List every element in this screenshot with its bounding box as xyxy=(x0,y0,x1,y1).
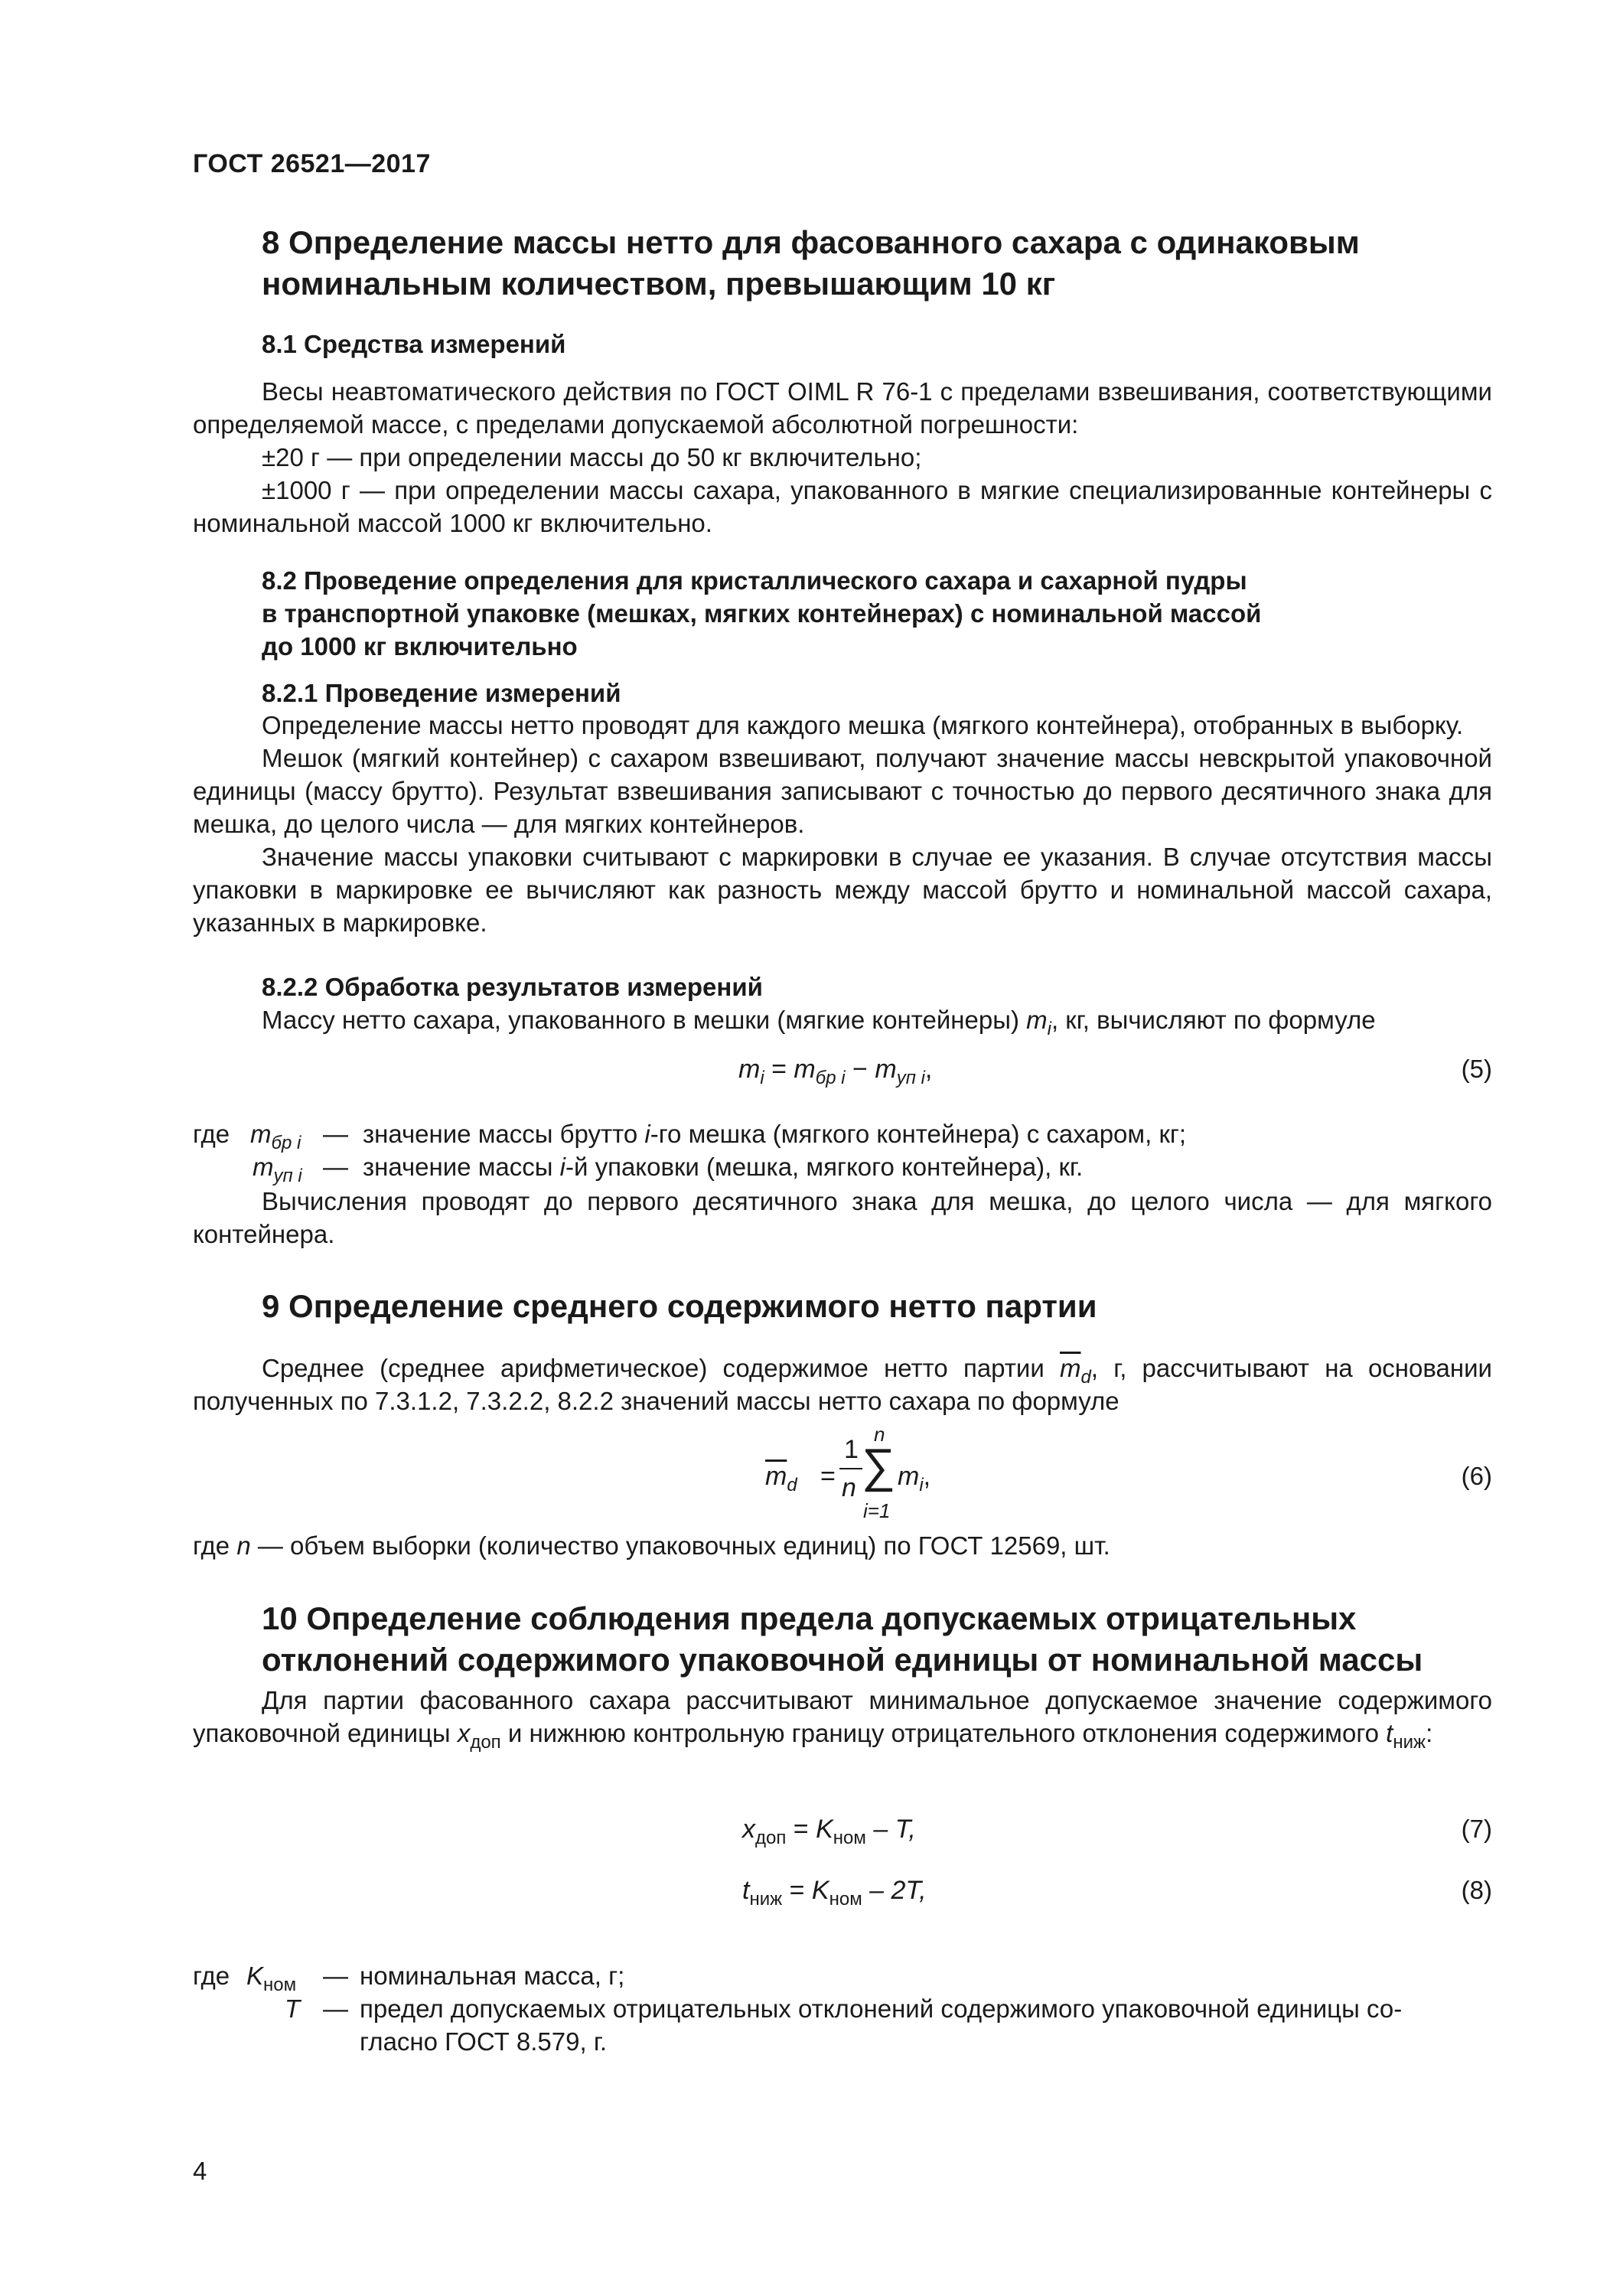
formula-8: $t_{ниж} = K_{ном} - 2T$, xyxy=(742,1876,927,1910)
formula-7: $x_{доп} = K_{ном} - T$, xyxy=(742,1815,916,1848)
section-10-title-line-2: отклонений содержимого упаковочной единицы от номинальной массы xyxy=(262,1642,1423,1678)
document-page: ГОСТ 26521—2017 8 Определение массы нетто для фасованного сахара с одинаковым номинальным количеством, превышающим 10 кг 8.1 Средства измерений Весы неавтоматического действия по ГОСТ OIML R 76-1 с пределами взвешивания, соответствующими определяемой массе, с пределами допускаемой абсолютной погрешности: ±20 г — при определении массы до 50 кг включительно; ±1000 г — при определении массы сахара, упакованного в мягкие специализированные контейнеры с номинальной массой 1000 кг включительно. 8.2 Проведение определения для кристаллического сахара и сахарной пудры в транспортной упаковке (мешках, мягких контейнерах) с номинальной массой до 1000 кг включительно 8.2.1 Проведение измерений Определение массы нетто проводят для каждого мешка (мягкого контейнера), отобранных в выборку. Мешок (мягкий контейнер) с сахаром взвешивают, получают значение массы невскрытой упаковочной единицы (массу брутто). Результат взвешивания записывают с точностью до первого десятичного знака для мешка, до целого числа — для мягких контейнеров. Значение массы упаковки считывают с маркировки в случае ее указания. В случае отсутствия массы упаковки в маркировке ее вычисляют как разность между массой брутто и номинальной массой сахара, указанных в маркировке. 8.2.2 Обработка результатов измерений Массу нетто сахара, упакованного в мешки (мягкие контейнеры) $m_i$, кг, вычисляют по формуле $m_i = m_{бр i} - m_{уп i}$, (5) где $m_{бр i}$ — значение массы брутто i-го мешка (мягкого контейнера) с сахаром, кг; $m_{уп i}$ — значение массы i-й упаковки (мешка, мягкого контейнера), кг. Вычисления проводят до первого десятичного знака для мешка, до целого числа — для мягкого контейнера. 9 Определение среднего содержимого нетто партии Среднее (среднее арифметическое) содержимое нетто партии $\overline{m}_d$, г, рассчитывают на основании полученных по 7.3.1.2, 7.3.2.2, 8.2.2 значений массы нетто сахара по формуле $\overline{m}_d$ = 1 n n ∑ i=1 $m_i$, (6) где n — объем выборки (количество упаковочных единиц) по ГОСТ 12569, шт. 10 Определение соблюдения предела допускаемых отрицательных отклонений содержимого упаковочной единицы от номинальной массы Для партии фасованного сахара рассчитывают минимальное допускаемое значение содержимого упаковочной единицы $x_{доп}$ и нижнюю контрольную границу отрицательного отклонения содержимого $t_{ниж}$: $x_{доп} = K_{ном} - T$, (7) $t_{ниж} = K_{ном} - 2T$, (8) где $K_{ном}$ — номинальная масса, г; T — предел допускаемых отрицательных отклонений содержимого упаковочной единицы со- гласно ГОСТ 8.579, г. 4 xyxy=(193,149,1492,2185)
paragraph: Для партии фасованного сахара рассчитывают минимальное допускаемое значение содержимого упаковочной единицы $x_{доп}$ и нижнюю контрольную границу отрицательного отклонения содержимого $t_{ниж}$: xyxy=(193,1686,1492,1753)
paragraph: Значение массы упаковки считывают с маркировки в случае ее указания. В случае отсутствия массы упаковки в маркировке ее вычисляют как разность между массой брутто и номинальной массой сахара, указанных в маркировке. xyxy=(193,843,1492,937)
subsection-8-1-body xyxy=(193,375,1492,540)
formula-6-number: (6) xyxy=(1461,1462,1492,1490)
subsection-8-2-1-title: 8.2.1 Проведение измерений xyxy=(262,679,621,707)
formula-5: $m_i = m_{бр i} - m_{уп i}$, xyxy=(738,1055,933,1088)
formula-6-legend: где n — объем выборки (количество упаковочных единиц) по ГОСТ 12569, шт. xyxy=(193,1531,1110,1560)
subsection-8-2-title-line-2: в транспортной упаковке (мешках, мягких контейнерах) с номинальной массой xyxy=(262,599,1262,628)
subsection-8-2-2-intro xyxy=(193,1003,1492,1039)
fraction-bar xyxy=(839,1468,862,1469)
paragraph: ±1000 г — при определении массы сахара, упакованного в мягкие специализированные контейнеры с номинальной массой 1000 кг включительно. xyxy=(193,476,1492,537)
subsection-8-2-title-line-1: 8.2 Проведение определения для кристаллического сахара и сахарной пудры xyxy=(262,566,1247,595)
subsection-8-2-2-outro xyxy=(193,1185,1492,1251)
paragraph: Вычисления проводят до первого десятичного знака для мешка, до целого числа — для мягкого контейнера. xyxy=(193,1187,1492,1248)
formula-7-number: (7) xyxy=(1461,1815,1492,1843)
formula-7-8-legend: где $K_{ном}$ — номинальная масса, г; T — предел допускаемых отрицательных отклонений содержимого упаковочной единицы со- гласно ГОСТ 8.579, г. xyxy=(193,1962,1403,2056)
formula-5-legend: где $m_{бр i}$ — значение массы брутто i-го мешка (мягкого контейнера) с сахаром, кг; $m_{уп i}$ — значение массы i-й упаковки (мешка, мягкого контейнера), кг. xyxy=(193,1120,1187,1186)
section-8-title xyxy=(262,222,1486,305)
subsection-8-1-title: 8.1 Средства измерений xyxy=(262,330,566,358)
sigma-symbol: ∑ xyxy=(862,1440,896,1492)
paragraph: Массу нетто сахара, упакованного в мешки (мягкие контейнеры) $m_i$, кг, вычисляют по формуле xyxy=(262,1006,1376,1039)
section-8-title-line-1: 8 Определение массы нетто для фасованного сахара с одинаковым xyxy=(262,224,1360,260)
paragraph: Определение массы нетто проводят для каждого мешка (мягкого контейнера), отобранных в выборку. xyxy=(262,711,1464,739)
subsection-8-2-title-line-3: до 1000 кг включительно xyxy=(262,632,578,660)
paragraph: Весы неавтоматического действия по ГОСТ OIML R 76-1 с пределами взвешивания, соответствующими определяемой массе, с пределами допускаемой абсолютной погрешности: xyxy=(193,377,1492,439)
section-10-title-line-1: 10 Определение соблюдения предела допускаемых отрицательных xyxy=(262,1600,1357,1636)
document-header: ГОСТ 26521—2017 xyxy=(193,149,431,178)
section-9-title: 9 Определение среднего содержимого нетто партии xyxy=(262,1288,1097,1324)
paragraph: Среднее (среднее арифметическое) содержимое нетто партии $\overline{m}_d$, г, рассчитывают на основании полученных по 7.3.1.2, 7.3.2.2, 8.2.2 значений массы нетто сахара по формуле xyxy=(193,1354,1492,1415)
section-9-body xyxy=(193,1352,1492,1417)
subsection-8-2-2-title: 8.2.2 Обработка результатов измерений xyxy=(262,973,763,1001)
page-number: 4 xyxy=(193,2157,207,2185)
paragraph: Мешок (мягкий контейнер) с сахаром взвешивают, получают значение массы невскрытой упаковочной единицы (массу брутто). Результат взвешивания записывают с точностью до первого десятичного знака для мешка, до целого числа — для мягких контейнеров. xyxy=(193,744,1492,838)
paragraph: ±20 г — при определении массы до 50 кг включительно; xyxy=(262,443,922,471)
formula-8-number: (8) xyxy=(1461,1876,1492,1904)
section-10-title xyxy=(262,1598,1486,1681)
section-8-title-line-2: номинальным количеством, превышающим 10 кг xyxy=(262,266,1056,302)
formula-5-number: (5) xyxy=(1461,1055,1492,1083)
subsection-8-2-1-body xyxy=(193,709,1492,939)
subsection-8-2-title xyxy=(262,564,1486,663)
section-10-body xyxy=(193,1684,1492,1753)
